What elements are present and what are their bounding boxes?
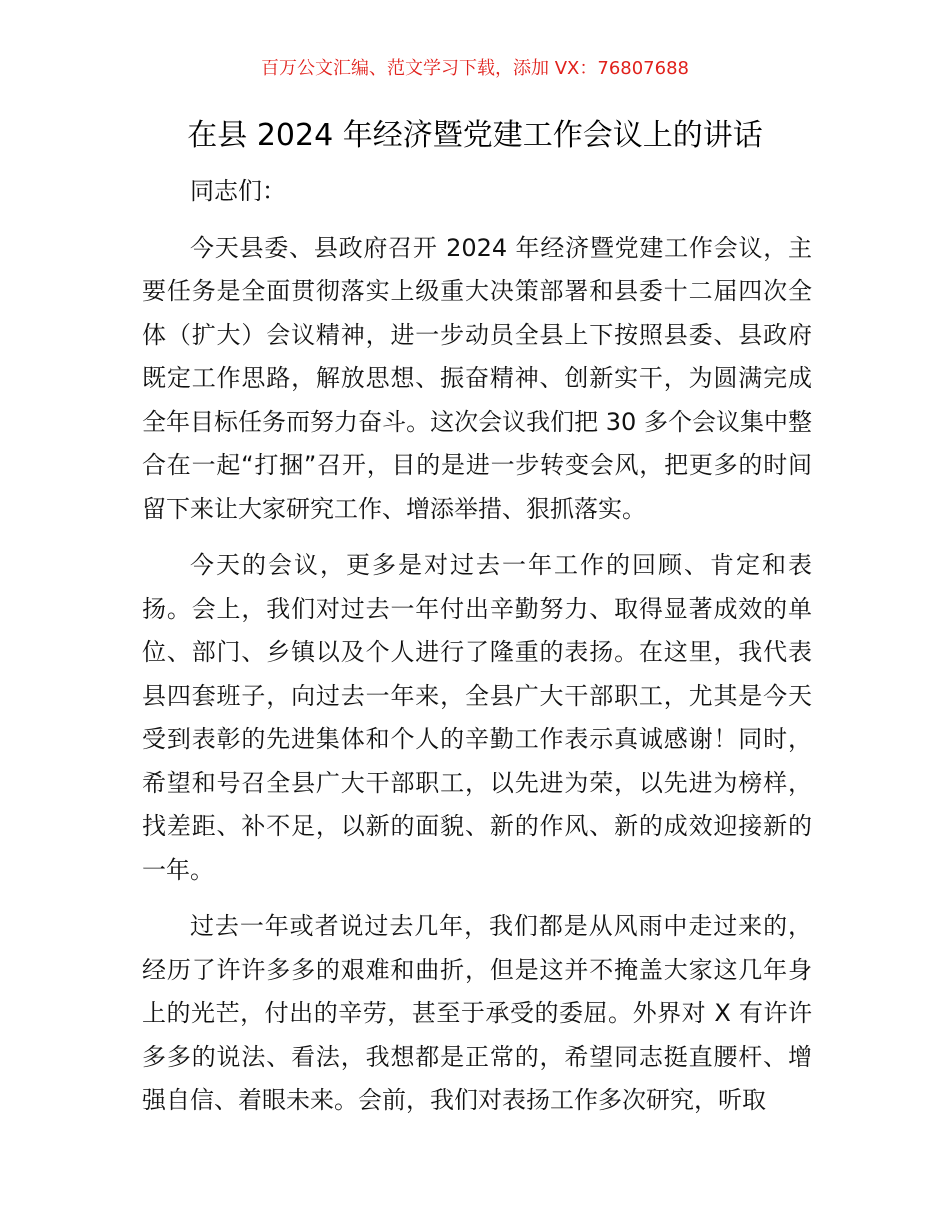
paragraph-3: 过去一年或者说过去几年，我们都是从风雨中走过来的，经历了许许多多的艰难和曲折，但是这并不掩盖大家这几年身上的光芒，付出的辛劳，甚至于承受的委屈。外界对 X 有许许多多的说法、看法，我想都是正常的，希望同志挺直腰杆、增强自信、着眼未来。会前，我们对表扬工作多次研究，听取 (142, 912, 812, 1114)
paragraph-2: 今天的会议，更多是对过去一年工作的回顾、肯定和表扬。会上，我们对过去一年付出辛勤努力、取得显著成效的单位、部门、乡镇以及个人进行了隆重的表扬。在这里，我代表县四套班子，向过去一年来，全县广大干部职工，尤其是今天受到表彰的先进集体和个人的辛勤工作表示真诚感谢！同时，希望和号召全县广大干部职工，以先进为荣，以先进为榜样，找差距、补不足，以新的面貌、新的作风、新的成效迎接新的一年。 (142, 551, 812, 884)
document-title: 在县 2024 年经济暨党建工作会议上的讲话 (187, 118, 763, 153)
paragraph-1: 今天县委、县政府召开 2024 年经济暨党建工作会议，主要任务是全面贯彻落实上级重大决策部署和县委十二届四次全体（扩大）会议精神，进一步动员全县上下按照县委、县政府既定工作思路，解放思想、振奋精神、创新实干，为圆满完成全年目标任务而努力奋斗。这次会议我们把 30 多个会议集中整合在一起“打捆”召开，目的是进一步转变会风，把更多的时间留下来让大家研究工作、增添举措、狠抓落实。 (142, 233, 812, 523)
document-body (142, 170, 812, 1136)
salutation: 同志们： (190, 177, 286, 205)
watermark-banner: 百万公文汇编、范文学习下载，添加 VX：76807688 (261, 58, 689, 79)
